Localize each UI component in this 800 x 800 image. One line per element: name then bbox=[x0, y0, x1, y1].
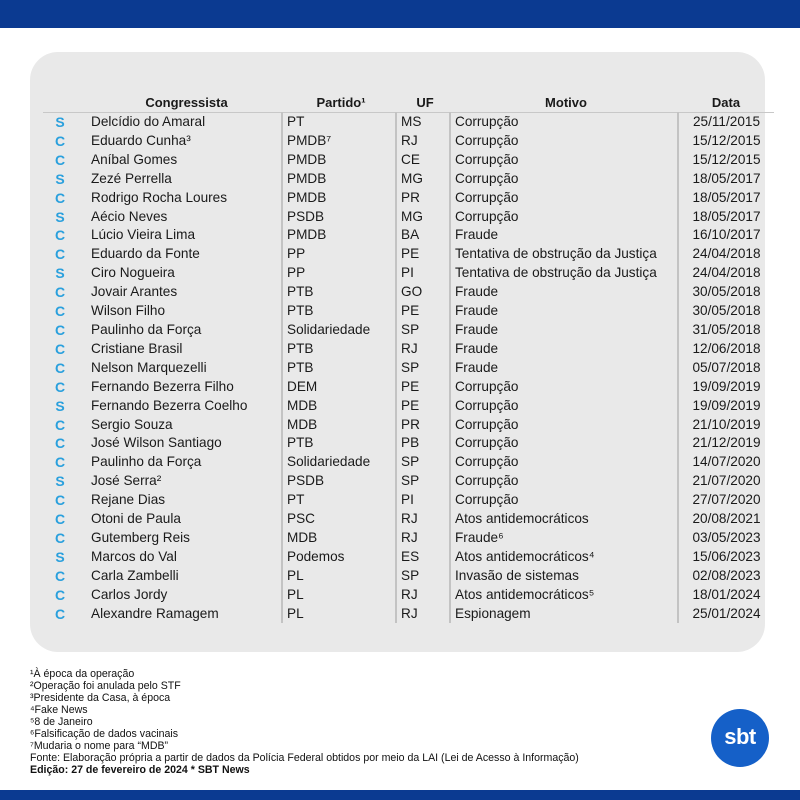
row-data: 18/05/2017 bbox=[678, 208, 774, 227]
row-uf: SP bbox=[396, 321, 450, 340]
row-uf: ES bbox=[396, 548, 450, 567]
row-uf: PE bbox=[396, 302, 450, 321]
row-uf: RJ bbox=[396, 529, 450, 548]
table-row bbox=[43, 245, 774, 264]
footnote: ⁷Mudaria o nome para “MDB” bbox=[30, 740, 169, 752]
row-partido: PSC bbox=[282, 510, 396, 529]
row-uf: PE bbox=[396, 397, 450, 416]
row-motivo: Corrupção bbox=[450, 132, 678, 151]
row-partido: MDB bbox=[282, 529, 396, 548]
row-motivo: Fraude bbox=[450, 283, 678, 302]
table-row bbox=[43, 132, 774, 151]
row-partido: DEM bbox=[282, 378, 396, 397]
row-data: 15/06/2023 bbox=[678, 548, 774, 567]
row-partido: PTB bbox=[282, 359, 396, 378]
table-row bbox=[43, 378, 774, 397]
row-uf: SP bbox=[396, 453, 450, 472]
row-uf: PE bbox=[396, 378, 450, 397]
table-row bbox=[43, 510, 774, 529]
row-type-letter: C bbox=[54, 511, 66, 528]
row-congressista: Zezé Perrella bbox=[91, 170, 172, 186]
table-row bbox=[43, 189, 774, 208]
row-data: 31/05/2018 bbox=[678, 321, 774, 340]
row-type-letter: C bbox=[54, 529, 66, 546]
row-congressista: Nelson Marquezelli bbox=[91, 359, 207, 375]
header-motivo: Motivo bbox=[450, 88, 678, 113]
table-row bbox=[43, 491, 774, 510]
congress-table bbox=[43, 88, 774, 623]
row-partido: PMDB bbox=[282, 226, 396, 245]
row-type-letter: C bbox=[54, 189, 66, 206]
row-type-letter: C bbox=[54, 435, 66, 452]
row-partido: PP bbox=[282, 245, 396, 264]
row-partido: PP bbox=[282, 264, 396, 283]
row-motivo: Fraude bbox=[450, 226, 678, 245]
row-congressista: Carla Zambelli bbox=[91, 567, 179, 583]
row-type-letter: C bbox=[54, 284, 66, 301]
row-data: 18/01/2024 bbox=[678, 586, 774, 605]
row-motivo: Corrupção bbox=[450, 453, 678, 472]
row-uf: RJ bbox=[396, 340, 450, 359]
bottom-brand-bar bbox=[0, 790, 800, 800]
footnote: ⁵8 de Janeiro bbox=[30, 716, 93, 728]
table-row bbox=[43, 416, 774, 435]
table-row bbox=[43, 434, 774, 453]
row-congressista: Sergio Souza bbox=[91, 416, 173, 432]
row-type-letter: C bbox=[54, 340, 66, 357]
row-uf: CE bbox=[396, 151, 450, 170]
row-data: 05/07/2018 bbox=[678, 359, 774, 378]
row-congressista: José Serra² bbox=[91, 473, 162, 489]
edition-note: Edição: 27 de fevereiro de 2024 * SBT News bbox=[30, 764, 250, 776]
row-type-letter: C bbox=[54, 416, 66, 433]
row-uf: PI bbox=[396, 491, 450, 510]
row-data: 20/08/2021 bbox=[678, 510, 774, 529]
row-data: 19/09/2019 bbox=[678, 378, 774, 397]
header-uf: UF bbox=[396, 88, 450, 113]
row-type-letter: C bbox=[54, 321, 66, 338]
row-data: 25/11/2015 bbox=[678, 113, 774, 132]
row-congressista: Aníbal Gomes bbox=[91, 151, 178, 167]
row-partido: Podemos bbox=[282, 548, 396, 567]
header-congressista: Congressista bbox=[77, 88, 282, 113]
table-row bbox=[43, 567, 774, 586]
footnote: ⁶Falsificação de dados vacinais bbox=[30, 728, 179, 740]
row-uf: PE bbox=[396, 245, 450, 264]
row-type-letter: C bbox=[54, 359, 66, 376]
row-partido: PTB bbox=[282, 340, 396, 359]
row-data: 03/05/2023 bbox=[678, 529, 774, 548]
row-uf: RJ bbox=[396, 132, 450, 151]
row-partido: PL bbox=[282, 567, 396, 586]
row-uf: RJ bbox=[396, 605, 450, 624]
row-data: 27/07/2020 bbox=[678, 491, 774, 510]
row-congressista: Cristiane Brasil bbox=[91, 340, 183, 356]
table-row bbox=[43, 170, 774, 189]
row-motivo: Corrupção bbox=[450, 113, 678, 132]
row-motivo: Fraude bbox=[450, 340, 678, 359]
table-row bbox=[43, 283, 774, 302]
row-uf: GO bbox=[396, 283, 450, 302]
row-type-letter: C bbox=[54, 567, 66, 584]
row-uf: PI bbox=[396, 264, 450, 283]
row-uf: BA bbox=[396, 226, 450, 245]
source-note: Fonte: Elaboração própria a partir de dados da Polícia Federal obtidos por meio da LAI (Lei de Acesso à Informação) bbox=[30, 752, 579, 764]
row-motivo: Corrupção bbox=[450, 416, 678, 435]
row-data: 12/06/2018 bbox=[678, 340, 774, 359]
row-uf: PR bbox=[396, 189, 450, 208]
row-partido: Solidariedade bbox=[282, 453, 396, 472]
row-data: 14/07/2020 bbox=[678, 453, 774, 472]
row-partido: PSDB bbox=[282, 472, 396, 491]
row-congressista: Delcídio do Amaral bbox=[91, 114, 206, 129]
row-partido: PTB bbox=[282, 434, 396, 453]
table-row bbox=[43, 529, 774, 548]
row-congressista: Eduardo Cunha³ bbox=[91, 132, 191, 148]
row-type-letter: C bbox=[54, 227, 66, 244]
row-data: 21/07/2020 bbox=[678, 472, 774, 491]
row-motivo: Corrupção bbox=[450, 472, 678, 491]
row-congressista: Carlos Jordy bbox=[91, 586, 168, 602]
row-data: 30/05/2018 bbox=[678, 283, 774, 302]
table-row bbox=[43, 113, 774, 132]
row-uf: MG bbox=[396, 170, 450, 189]
row-congressista: Rodrigo Rocha Loures bbox=[91, 189, 228, 205]
row-data: 15/12/2015 bbox=[678, 151, 774, 170]
row-partido: PT bbox=[282, 491, 396, 510]
row-uf: PB bbox=[396, 434, 450, 453]
row-type-letter: C bbox=[54, 151, 66, 168]
row-motivo: Tentativa de obstrução da Justiça bbox=[450, 264, 678, 283]
table-row bbox=[43, 586, 774, 605]
row-congressista: Alexandre Ramagem bbox=[91, 605, 219, 621]
table-row bbox=[43, 321, 774, 340]
row-type-letter: S bbox=[55, 114, 65, 130]
row-motivo: Espionagem bbox=[450, 605, 678, 624]
row-partido: PT bbox=[282, 113, 396, 132]
row-partido: PL bbox=[282, 605, 396, 624]
top-brand-bar bbox=[0, 0, 800, 28]
row-type-letter: S bbox=[55, 265, 65, 282]
row-congressista: Gutemberg Reis bbox=[91, 529, 190, 545]
row-type-letter: C bbox=[54, 586, 66, 603]
row-partido: PTB bbox=[282, 283, 396, 302]
row-type-letter: C bbox=[54, 132, 66, 149]
row-congressista: Otoni de Paula bbox=[91, 511, 181, 527]
row-motivo: Corrupção bbox=[450, 170, 678, 189]
row-type-letter: S bbox=[55, 397, 65, 414]
row-uf: MS bbox=[396, 113, 450, 132]
row-congressista: Aécio Neves bbox=[91, 208, 168, 224]
row-data: 19/09/2019 bbox=[678, 397, 774, 416]
footnotes bbox=[30, 668, 579, 776]
row-motivo: Atos antidemocráticos bbox=[450, 510, 678, 529]
row-uf: MG bbox=[396, 208, 450, 227]
row-motivo: Atos antidemocráticos⁵ bbox=[450, 586, 678, 605]
header-partido: Partido¹ bbox=[282, 88, 396, 113]
row-data: 21/12/2019 bbox=[678, 434, 774, 453]
row-motivo: Corrupção bbox=[450, 491, 678, 510]
row-data: 30/05/2018 bbox=[678, 302, 774, 321]
row-data: 15/12/2015 bbox=[678, 132, 774, 151]
table-row bbox=[43, 340, 774, 359]
row-type-letter: S bbox=[55, 208, 65, 225]
row-type-letter: S bbox=[55, 170, 65, 187]
table-row bbox=[43, 151, 774, 170]
row-congressista: Paulinho da Força bbox=[91, 321, 202, 337]
footnote: ³Presidente da Casa, à época bbox=[30, 692, 171, 704]
row-uf: PR bbox=[396, 416, 450, 435]
row-motivo: Fraude bbox=[450, 321, 678, 340]
table-row bbox=[43, 208, 774, 227]
footnote: ²Operação foi anulada pelo STF bbox=[30, 680, 181, 692]
row-data: 25/01/2024 bbox=[678, 605, 774, 624]
footnote: ⁴Fake News bbox=[30, 704, 88, 716]
row-congressista: Ciro Nogueira bbox=[91, 265, 175, 281]
table-row bbox=[43, 226, 774, 245]
row-motivo: Corrupção bbox=[450, 397, 678, 416]
table-row bbox=[43, 605, 774, 624]
row-data: 18/05/2017 bbox=[678, 189, 774, 208]
row-type-letter: S bbox=[55, 548, 65, 565]
row-partido: PMDB bbox=[282, 151, 396, 170]
row-congressista: Fernando Bezerra Filho bbox=[91, 378, 234, 394]
row-partido: Solidariedade bbox=[282, 321, 396, 340]
row-congressista: Lúcio Vieira Lima bbox=[91, 227, 196, 243]
row-congressista: Paulinho da Força bbox=[91, 454, 202, 470]
sbt-logo-icon: sbt bbox=[711, 709, 769, 767]
row-motivo: Fraude⁶ bbox=[450, 529, 678, 548]
table-row bbox=[43, 548, 774, 567]
row-partido: PMDB bbox=[282, 189, 396, 208]
row-partido: PL bbox=[282, 586, 396, 605]
row-partido: PSDB bbox=[282, 208, 396, 227]
row-partido: PMDB⁷ bbox=[282, 132, 396, 151]
row-data: 16/10/2017 bbox=[678, 226, 774, 245]
row-data: 24/04/2018 bbox=[678, 264, 774, 283]
row-type-letter: S bbox=[55, 473, 65, 490]
row-uf: RJ bbox=[396, 586, 450, 605]
row-type-letter: C bbox=[54, 378, 66, 395]
row-congressista: José Wilson Santiago bbox=[91, 435, 222, 451]
row-data: 24/04/2018 bbox=[678, 245, 774, 264]
header-data: Data bbox=[678, 88, 774, 113]
row-type-letter: C bbox=[54, 605, 66, 622]
table-row bbox=[43, 359, 774, 378]
table-row bbox=[43, 472, 774, 491]
row-congressista: Rejane Dias bbox=[91, 492, 166, 508]
row-motivo: Fraude bbox=[450, 359, 678, 378]
row-uf: RJ bbox=[396, 510, 450, 529]
table-row bbox=[43, 453, 774, 472]
row-motivo: Corrupção bbox=[450, 189, 678, 208]
row-congressista: Eduardo da Fonte bbox=[91, 246, 200, 262]
row-motivo: Corrupção bbox=[450, 434, 678, 453]
table-header-row bbox=[43, 88, 774, 113]
row-data: 21/10/2019 bbox=[678, 416, 774, 435]
row-congressista: Wilson Filho bbox=[91, 303, 166, 319]
row-partido: PMDB bbox=[282, 170, 396, 189]
row-congressista: Fernando Bezerra Coelho bbox=[91, 397, 248, 413]
header-type bbox=[43, 88, 77, 113]
row-motivo: Invasão de sistemas bbox=[450, 567, 678, 586]
row-motivo: Atos antidemocráticos⁴ bbox=[450, 548, 678, 567]
row-motivo: Corrupção bbox=[450, 151, 678, 170]
row-uf: SP bbox=[396, 567, 450, 586]
row-motivo: Tentativa de obstrução da Justiça bbox=[450, 245, 678, 264]
row-motivo: Fraude bbox=[450, 302, 678, 321]
row-data: 18/05/2017 bbox=[678, 170, 774, 189]
row-partido: MDB bbox=[282, 416, 396, 435]
row-type-letter: C bbox=[54, 246, 66, 263]
row-congressista: Jovair Arantes bbox=[91, 284, 178, 300]
row-type-letter: C bbox=[54, 303, 66, 320]
row-motivo: Corrupção bbox=[450, 208, 678, 227]
row-uf: SP bbox=[396, 359, 450, 378]
row-partido: PTB bbox=[282, 302, 396, 321]
row-data: 02/08/2023 bbox=[678, 567, 774, 586]
row-partido: MDB bbox=[282, 397, 396, 416]
row-motivo: Corrupção bbox=[450, 378, 678, 397]
footnote: ¹À época da operação bbox=[30, 668, 135, 680]
table-row bbox=[43, 397, 774, 416]
row-type-letter: C bbox=[54, 492, 66, 509]
row-congressista: Marcos do Val bbox=[91, 548, 177, 564]
row-uf: SP bbox=[396, 472, 450, 491]
table-row bbox=[43, 264, 774, 283]
table-row bbox=[43, 302, 774, 321]
row-type-letter: C bbox=[54, 454, 66, 471]
